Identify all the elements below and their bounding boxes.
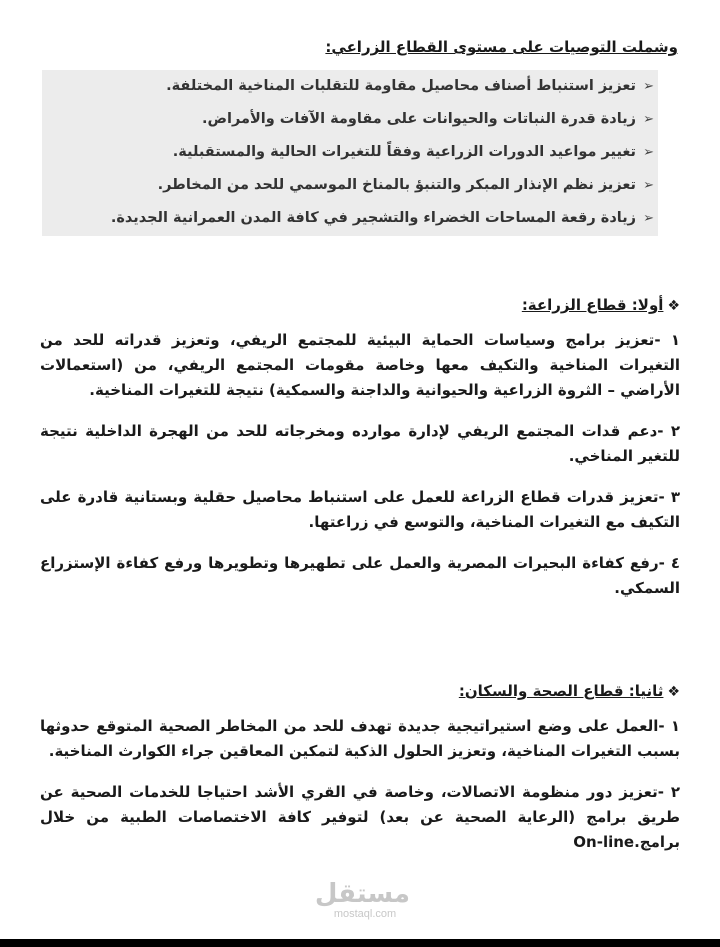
watermark-arabic: مستقل (314, 879, 410, 909)
bottom-edge-bar (0, 939, 720, 947)
recommendation-text: زيادة قدرة النباتات والحيوانات على مقاومة الآفات والأمراض. (201, 111, 636, 127)
section-title-text: ثانيا: قطاع الصحة والسكان: (458, 682, 664, 700)
paragraph: ٢ -تعزيز دور منظومة الاتصالات، وخاصة في القري الأشد احتياجا للخدمات الصحية عن طريق برامج (الرعاية الصحية عن بعد) لتوفير كافة الاختصاصات الطبية من خلال برامج.On-line (40, 783, 680, 851)
section-title (40, 296, 680, 314)
recommendations-heading: وشملت التوصيات على مستوى القطاع الزراعي: (325, 38, 678, 56)
recommendation-text: تعزيز نظم الإنذار المبكر والتنبؤ بالمناخ الموسمي للحد من المخاطر. (157, 177, 636, 193)
recommendation-text: تعزيز استنباط أصناف محاصيل مقاومة للتقلبات المناخية المختلفة. (166, 78, 636, 94)
recommendations-list (42, 70, 658, 235)
watermark-latin: mostaql.com (333, 908, 397, 920)
diamond-bullet-icon: ❖ (667, 298, 680, 314)
paragraph: ١ -العمل على وضع استيراتيجية جديدة تهدف للحد من المخاطر الصحية المتوقع حدوثها بسبب التغيرات المناخية، وتعزيز الحلول الذكية لتمكين المعاقين جراء الكوارث المناخية. (40, 717, 680, 760)
recommendation-item (42, 103, 658, 136)
recommendation-item (42, 136, 658, 169)
recommendations-box (42, 70, 658, 236)
arrow-bullet-icon: ➢ (643, 211, 654, 226)
diamond-bullet-icon: ❖ (667, 684, 680, 700)
recommendation-item (42, 169, 658, 202)
recommendation-item (42, 202, 658, 235)
recommendation-item (42, 70, 658, 103)
paragraph: ٤ -رفع كفاءة البحيرات المصرية والعمل على تطهيرها وتطويرها ورفع كفاءة الإستزراع السمكي. (40, 554, 680, 597)
agriculture-section (40, 296, 680, 617)
arrow-bullet-icon: ➢ (643, 145, 654, 160)
arrow-bullet-icon: ➢ (643, 178, 654, 193)
arrow-bullet-icon: ➢ (643, 112, 654, 127)
mostaql-watermark-logo (314, 879, 410, 920)
paragraph: ٢ -دعم قدات المجتمع الريفي لإدارة موارده ومخرجاته للحد من الهجرة الداخلية نتيجة للتغير المناخي. (40, 422, 680, 465)
health-section (40, 682, 680, 871)
paragraph: ٣ -تعزيز قدرات قطاع الزراعة للعمل على استنباط محاصيل حقلية وبستانية قادرة على التكيف مع التغيرات المناخية، والتوسع في زراعتها. (40, 488, 680, 531)
arrow-bullet-icon: ➢ (643, 79, 654, 94)
section-title (40, 682, 680, 700)
recommendation-text: تغيير مواعيد الدورات الزراعية وفقاً للتغيرات الحالية والمستقبلية. (172, 144, 636, 160)
section-title-text: أولا: قطاع الزراعة: (521, 296, 664, 314)
paragraph: ١ -تعزيز برامج وسياسات الحماية البيئية للمجتمع الريفي، وتعزيز قدراته للحد من التغيرات المناخية والتكيف معها وخاصة مقومات المجتمع الريفي، من (استعمالات الأراضي – الثروة الزراعية والحيوانية والداجنة والسمكية) نتيجة للتغيرات المناخية. (40, 331, 680, 399)
recommendation-text: زيادة رقعة المساحات الخضراء والتشجير في كافة المدن العمرانية الجديدة. (110, 210, 636, 226)
